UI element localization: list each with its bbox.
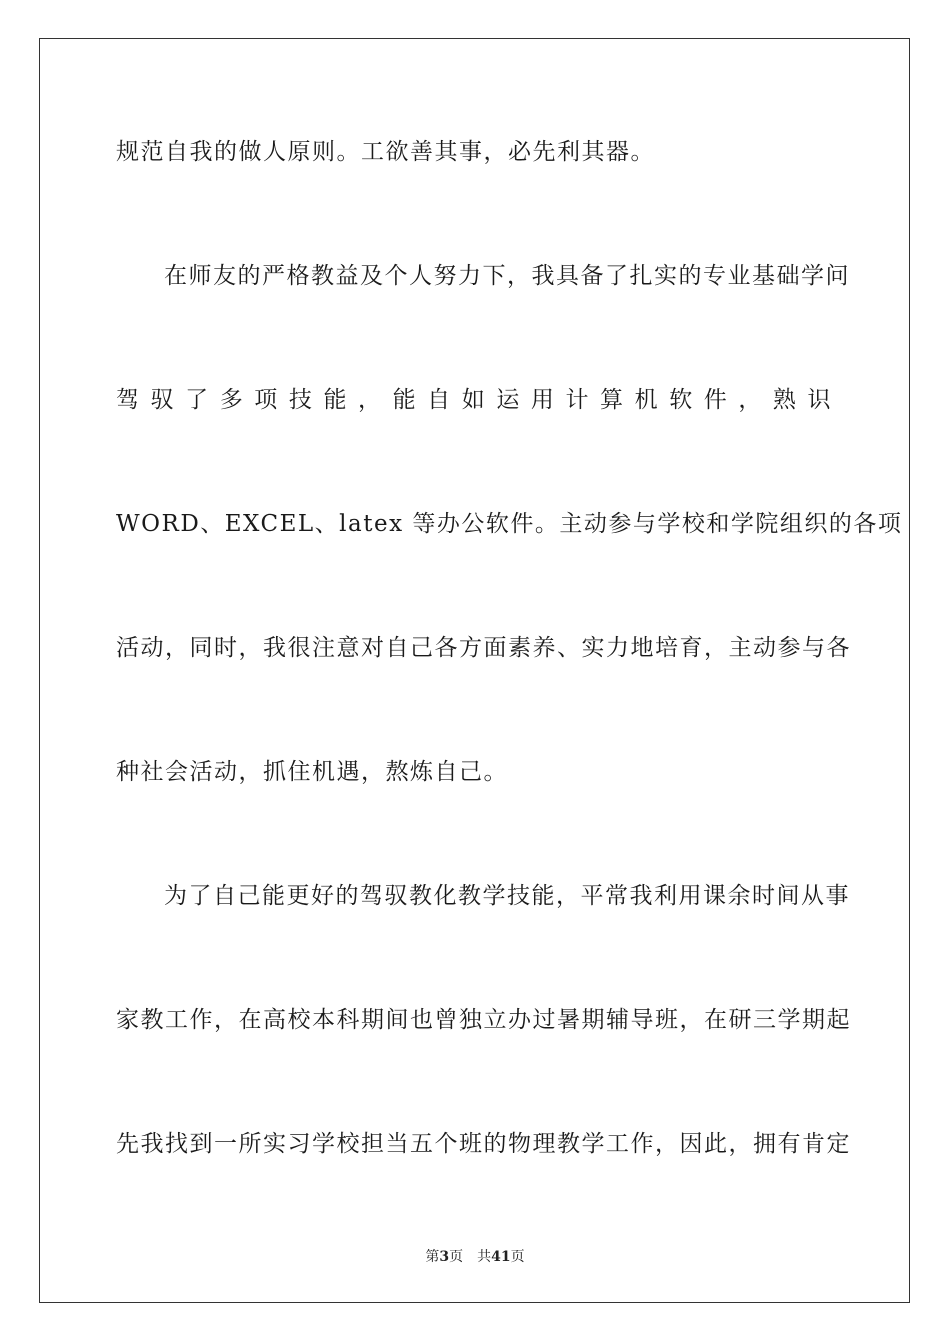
footer-total-prefix: 共 (477, 1249, 492, 1265)
page-border (39, 38, 910, 1303)
text-line-9: 先我找到一所实习学校担当五个班的物理教学工作，因此，拥有肯定 (116, 1131, 851, 1157)
text-line-5: 活动，同时，我很注意对自己各方面素养、实力地培育，主动参与各 (116, 635, 851, 661)
footer-total-pages: 41 (491, 1249, 511, 1265)
text-line-3: 驾驭了多项技能，能自如运用计算机软件，熟识 (116, 387, 832, 413)
footer-page-prefix: 第 (425, 1249, 440, 1265)
text-line-7: 为了自己能更好的驾驭教化教学技能，平常我利用课余时间从事 (164, 883, 850, 909)
footer-page-number: 3 (439, 1249, 450, 1265)
text-line-4: WORD、EXCEL、latex 等办公软件。主动参与学校和学院组织的各项 (116, 511, 903, 537)
page-footer (0, 1248, 950, 1266)
text-line-6: 种社会活动，抓住机遇，熬炼自己。 (116, 759, 508, 785)
text-line-8: 家教工作，在高校本科期间也曾独立办过暑期辅导班，在研三学期起 (116, 1007, 851, 1033)
text-line-1: 规范自我的做人原则。工欲善其事，必先利其器。 (116, 139, 655, 165)
footer-total-suffix: 页 (510, 1249, 525, 1265)
footer-page-suffix: 页 (449, 1249, 464, 1265)
text-line-2: 在师友的严格教益及个人努力下，我具备了扎实的专业基础学问 (164, 263, 850, 289)
